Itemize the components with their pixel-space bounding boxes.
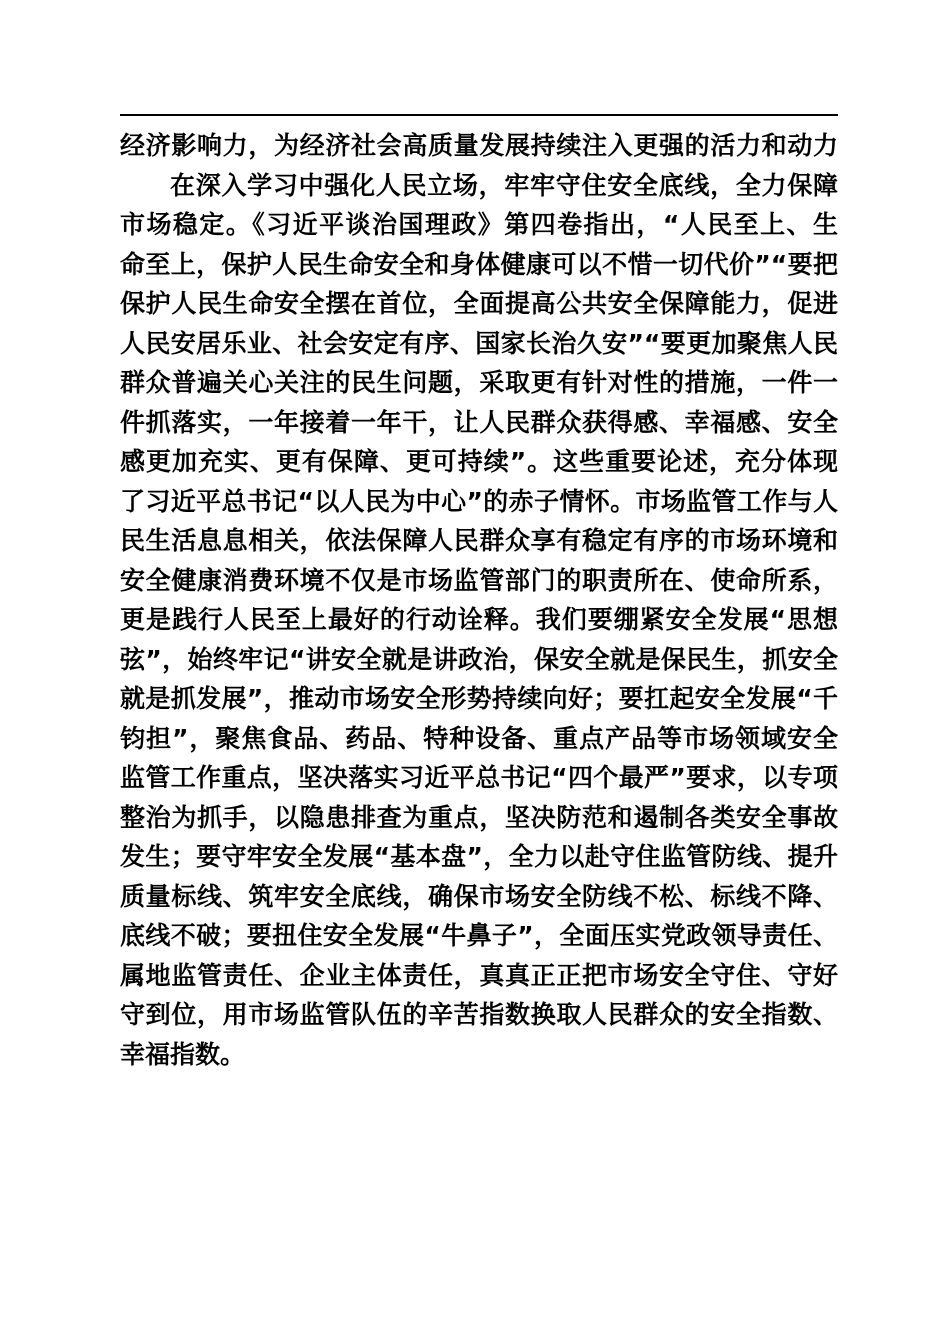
text-line: 钧担”，聚焦食品、药品、特种设备、重点产品等市场领域安全 bbox=[120, 723, 838, 753]
text-line: 命至上，保护人民生命安全和身体健康可以不惜一切代价”“要把 bbox=[120, 249, 838, 279]
text-line: 群众普遍关心关注的民生问题，采取更有针对性的措施，一件一 bbox=[120, 368, 838, 397]
text-line: 人民安居乐业、社会安定有序、国家长治久安”“要更加聚焦人民 bbox=[120, 328, 838, 358]
text-line: 就是抓发展”，推动市场安全形势持续向好；要扛起安全发展“千 bbox=[120, 684, 838, 713]
text-line: 发生；要守牢安全发展“基本盘”，全力以赴守住监管防线、提升 bbox=[120, 842, 838, 871]
body-text bbox=[120, 126, 838, 1074]
text-line: 监管工作重点，坚决落实习近平总书记“四个最严”要求，以专项 bbox=[120, 763, 838, 792]
text-line: 底线不破；要扭住安全发展“牛鼻子”，全面压实党政领导责任、 bbox=[120, 921, 838, 950]
text-line: 整治为抓手，以隐患排查为重点，坚决防范和遏制各类安全事故 bbox=[120, 802, 838, 832]
text-line: 质量标线、筑牢安全底线，确保市场安全防线不松、标线不降、 bbox=[120, 881, 838, 911]
text-line: 幸福指数。 bbox=[120, 1039, 246, 1069]
text-line: 安全健康消费环境不仅是市场监管部门的职责所在、使命所系， bbox=[120, 565, 838, 595]
text-line: 经济影响力，为经济社会高质量发展持续注入更强的活力和动力 bbox=[120, 131, 838, 160]
text-line: 民生活息息相关，依法保障人民群众享有稳定有序的市场环境和 bbox=[120, 526, 838, 555]
header-rule bbox=[120, 114, 838, 116]
text-line: 弦”，始终牢记“讲安全就是讲政治，保安全就是保民生，抓安全 bbox=[120, 644, 838, 674]
text-line: 件抓落实，一年接着一年干，让人民群众获得感、幸福感、安全 bbox=[120, 407, 838, 437]
text-line: 了习近平总书记“以人民为中心”的赤子情怀。市场监管工作与人 bbox=[120, 486, 838, 516]
text-line: 守到位，用市场监管队伍的辛苦指数换取人民群众的安全指数、 bbox=[120, 1000, 838, 1029]
text-line: 市场稳定。《习近平谈治国理政》第四卷指出，“人民至上、生 bbox=[120, 210, 838, 239]
text-line: 保护人民生命安全摆在首位，全面提高公共安全保障能力，促进 bbox=[120, 289, 838, 318]
text-line: 属地监管责任、企业主体责任，真真正正把市场安全守住、守好 bbox=[120, 960, 838, 990]
text-line: 更是践行人民至上最好的行动诠释。我们要绷紧安全发展“思想 bbox=[120, 605, 838, 634]
text-line: 在深入学习中强化人民立场，牢牢守住安全底线，全力保障 bbox=[170, 170, 838, 200]
text-line: 感更加充实、更有保障、更可持续”。这些重要论述，充分体现 bbox=[120, 447, 838, 476]
